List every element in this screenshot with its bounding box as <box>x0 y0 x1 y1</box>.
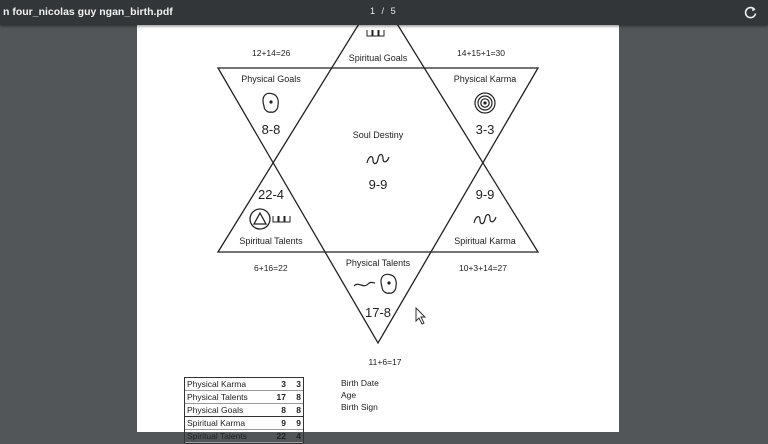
page-current[interactable]: 1 <box>370 6 376 16</box>
table-row <box>185 417 303 430</box>
numbers-table <box>184 377 304 444</box>
triangle-circle-icon <box>250 209 270 229</box>
birth-sign-label: Birth Sign <box>341 402 378 412</box>
spiritual-karma-value: 9-9 <box>475 187 495 202</box>
row-value: 8 <box>296 405 301 415</box>
page-total: 5 <box>390 6 396 16</box>
physical-talents-label: Physical Talents <box>345 258 411 268</box>
table-row <box>185 404 303 417</box>
serpent-icon <box>367 155 389 164</box>
wave-icon <box>273 216 290 222</box>
spiritual-talents-value: 22-4 <box>257 187 285 202</box>
birth-date-label: Birth Date <box>341 378 379 388</box>
age-label: Age <box>341 390 357 400</box>
page-indicator[interactable] <box>368 6 398 16</box>
row-value: 8 <box>281 405 286 415</box>
soul-destiny-label: Soul Destiny <box>352 130 404 140</box>
table-row <box>185 378 303 391</box>
handprint-icon <box>381 274 396 293</box>
pdf-toolbar <box>0 0 768 25</box>
row-name: Physical Goals <box>187 405 244 415</box>
row-value: 8 <box>296 392 301 402</box>
pdf-page <box>137 25 619 441</box>
bottom-left-sum: 6+16=22 <box>254 263 288 273</box>
top-right-sum: 14+15+1=30 <box>457 48 505 58</box>
row-name: Spiritual Talents <box>187 431 247 441</box>
spiral-icon <box>475 93 495 113</box>
wave-icon <box>367 30 384 36</box>
serpent-icon <box>474 215 496 224</box>
row-value: 3 <box>296 379 301 389</box>
row-value: 9 <box>281 418 286 428</box>
physical-goals-label: Physical Goals <box>241 74 301 84</box>
physical-goals-value: 8-8 <box>261 122 281 137</box>
physical-karma-label: Physical Karma <box>453 74 517 84</box>
row-name: Spiritual Karma <box>187 418 246 428</box>
bottom-center-sum: 11+6=17 <box>368 357 402 367</box>
top-left-sum: 12+14=26 <box>252 48 291 58</box>
rotate-icon <box>742 4 759 21</box>
row-value: 22 <box>276 431 286 441</box>
star-of-david-diagram <box>137 25 619 432</box>
spiritual-talents-label: Spiritual Talents <box>239 236 303 246</box>
row-value: 9 <box>296 418 301 428</box>
spiritual-karma-label: Spiritual Karma <box>454 236 516 246</box>
down-triangle <box>218 68 538 343</box>
soul-destiny-value: 9-9 <box>368 177 388 192</box>
serpent-icon <box>354 282 375 286</box>
rotate-button[interactable] <box>742 4 759 21</box>
row-value: 4 <box>296 431 301 441</box>
table-row <box>185 430 303 443</box>
file-name: n four_nicolas guy ngan_birth.pdf <box>3 6 173 18</box>
bottom-right-sum: 10+3+14=27 <box>459 263 507 273</box>
table-row <box>185 391 303 404</box>
mouse-cursor-icon <box>416 308 425 324</box>
physical-talents-value: 17-8 <box>364 305 392 320</box>
row-value: 3 <box>281 379 286 389</box>
handprint-icon <box>263 93 278 112</box>
row-name: Physical Talents <box>187 392 248 402</box>
physical-karma-value: 3-3 <box>475 122 495 137</box>
spiritual-goals-label: Spiritual Goals <box>348 53 408 63</box>
row-value: 17 <box>276 392 286 402</box>
row-name: Physical Karma <box>187 379 247 389</box>
page-separator: / <box>381 6 385 16</box>
